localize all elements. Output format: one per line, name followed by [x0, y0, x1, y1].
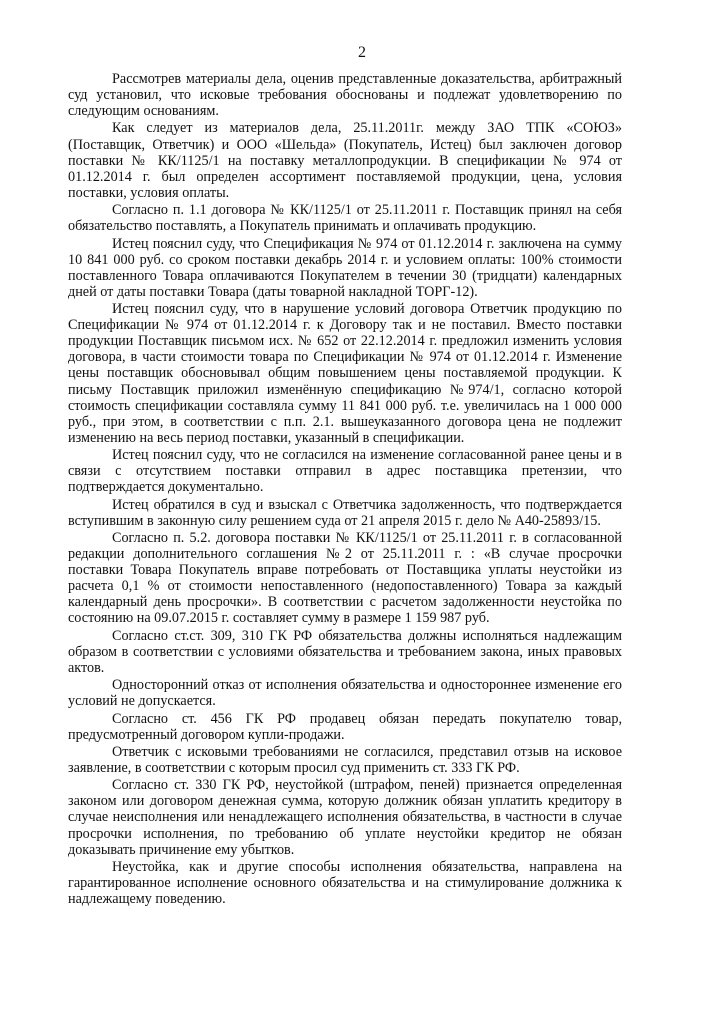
paragraph: Истец пояснил суду, что Спецификация № 974 от 01.12.2014 г. заключена на сумму 10 841 000 руб. со сроком поставки декабрь 2014 г. и условием оплаты: 100% стоимости поставленного Товара оплачиваются Покупателем в течении 30 (тридцати) календарных дней от даты поставки Товара (даты товарной накладной ТОРГ-12). — [68, 235, 622, 300]
paragraph: Истец пояснил суду, что не согласился на изменение согласованной ранее цены и в связи с отсутствием поставки отправил в адрес поставщика претензии, что подтверждается документально. — [68, 447, 622, 496]
page-number: 2 — [358, 44, 366, 61]
paragraph: Согласно ст. 456 ГК РФ продавец обязан передать покупателю товар, предусмотренный договором купли-продажи. — [68, 710, 622, 743]
paragraph: Как следует из материалов дела, 25.11.2011г. между ЗАО ТПК «СОЮЗ» (Поставщик, Ответчик) и ООО «Шельда» (Покупатель, Истец) был заключен договор поставки № КК/1125/1 на поставку металлопродукции. В спецификации № 974 от 01.12.2014 г. был определен ассортимент поставляемой продукции, цена, условия поставки, условия оплаты. — [68, 120, 622, 201]
paragraph: Ответчик с исковыми требованиями не согласился, представил отзыв на исковое заявление, в соответствии с которым просил суд применить ст. 333 ГК РФ. — [68, 743, 622, 776]
paragraph: Согласно п. 5.2. договора поставки № КК/1125/1 от 25.11.2011 г. в согласованной редакции дополнительного соглашения №2 от 25.11.2011 г. : «В случае просрочки поставки Товара Покупатель вправе потребовать от Поставщика уплаты неустойки из расчета 0,1 % от стоимости непоставленного (недопоставленного) Товара за каждый календарный день просрочки». В соответствии с расчетом задолженности неустойка по состоянию на 09.07.2015 г. составляет сумму в размере 1 159 987 руб. — [68, 529, 622, 627]
paragraph: Рассмотрев материалы дела, оценив представленные доказательства, арбитражный суд установил, что исковые требования обоснованы и подлежат удовлетворению по следующим основаниям. — [68, 71, 622, 120]
paragraph: Неустойка, как и другие способы исполнения обязательства, направлена на гарантированное исполнение основного обязательства и на стимулирование должника к надлежащему поведению. — [68, 858, 622, 908]
paragraph: Истец пояснил суду, что в нарушение условий договора Ответчик продукцию по Спецификации № 974 от 01.12.2014 г. к Договору так и не поставил. Вместо поставки продукции Поставщик письмом исх. № 652 от 22.12.2014 г. предложил изменить условия договора, в части стоимости товара по Спецификации № 974 от 01.12.2014 г. Изменение цены поставщик обосновывал общим повышением цены поставляемой продукции. К письму Поставщик приложил изменённую спецификацию №974/1, согласно которой стоимость спецификации составляла сумму 11 841 000 руб. т.е. увеличилась на 1 000 000 руб., при этом, в соответствии с п.п. 2.1. вышеуказанного договора цена не подлежит изменению на весь период поставки, указанный в спецификации. — [68, 301, 622, 446]
document-body — [68, 71, 622, 908]
paragraph: Согласно ст.ст. 309, 310 ГК РФ обязательства должны исполняться надлежащим образом в соответствии с условиями обязательства и требованием закона, иных правовых актов. — [68, 627, 622, 676]
paragraph: Согласно п. 1.1 договора № КК/1125/1 от 25.11.2011 г. Поставщик принял на себя обязательство поставлять, а Покупатель принимать и оплачивать продукцию. — [68, 202, 622, 235]
paragraph: Односторонний отказ от исполнения обязательства и одностороннее изменение его условий не допускается. — [68, 677, 622, 710]
paragraph: Истец обратился в суд и взыскал с Ответчика задолженность, что подтверждается вступившим в законную силу решением суда от 21 апреля 2015 г. дело № А40-25893/15. — [68, 496, 622, 529]
paragraph: Согласно ст. 330 ГК РФ, неустойкой (штрафом, пеней) признается определенная законом или договором денежная сумма, которую должник обязан уплатить кредитору в случае неисполнения или ненадлежащего исполнения обязательства, в частности в случае просрочки исполнения, по требованию об уплате неустойки кредитор не обязан доказывать причинение ему убытков. — [68, 777, 622, 858]
